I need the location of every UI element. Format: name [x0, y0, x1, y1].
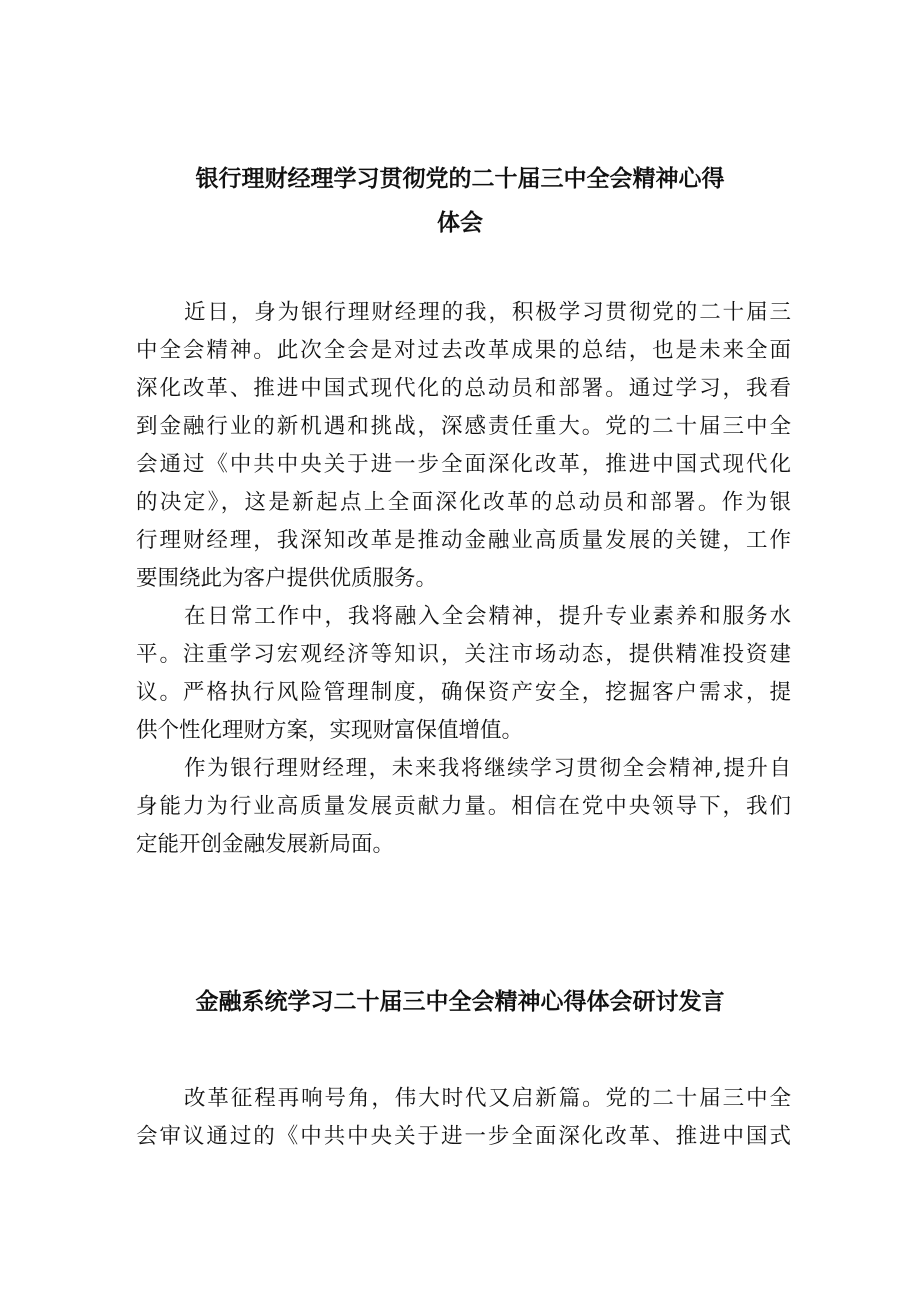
- article-1-title-line-1: 银行理财经理学习贯彻党的二十届三中全会精神心得: [195, 166, 725, 192]
- text-line: 改革征程再响号角，伟大时代又启新篇。党的二十届三中全: [184, 1086, 791, 1111]
- text-line: 中全会精神。此次全会是对过去改革成果的总结，也是未来全面: [136, 338, 791, 363]
- article-2-title-line-1: 金融系统学习二十届三中全会精神心得体会研讨发言: [195, 989, 725, 1015]
- article-1-title-line-2: 体会: [437, 210, 483, 236]
- text-line: 作为银行理财经理，未来我将继续学习贯彻全会精神,提升自: [184, 756, 791, 781]
- text-line: 定能开创金融发展新局面。: [136, 832, 395, 857]
- text-line: 平。注重学习宏观经济等知识，关注市场动态，提供精准投资建: [136, 642, 791, 667]
- text-line: 供个性化理财方案，实现财富保值增值。: [136, 718, 524, 743]
- text-line: 会审议通过的《中共中央关于进一步全面深化改革、推进中国式: [136, 1124, 791, 1149]
- text-line: 议。严格执行风险管理制度，确保资产安全，挖掘客户需求，提: [136, 680, 791, 705]
- text-line: 会通过《中共中央关于进一步全面深化改革，推进中国式现代化: [136, 452, 791, 477]
- text-line: 深化改革、推进中国式现代化的总动员和部署。通过学习，我看: [136, 376, 791, 401]
- text-line: 身能力为行业高质量发展贡献力量。相信在党中央领导下，我们: [136, 794, 791, 819]
- text-line: 在日常工作中，我将融入全会精神，提升专业素养和服务水: [184, 604, 791, 629]
- text-line: 到金融行业的新机遇和挑战，深感责任重大。党的二十届三中全: [136, 414, 791, 439]
- text-line: 近日，身为银行理财经理的我，积极学习贯彻党的二十届三: [184, 300, 791, 325]
- article-2-title: [0, 980, 920, 1024]
- text-line: 的决定》，这是新起点上全面深化改革的总动员和部署。作为银: [136, 490, 791, 515]
- text-line: 要围绕此为客户提供优质服务。: [136, 566, 438, 591]
- text-line: 行理财经理，我深知改革是推动金融业高质量发展的关键，工作: [136, 528, 791, 553]
- article-1-title: [0, 157, 920, 245]
